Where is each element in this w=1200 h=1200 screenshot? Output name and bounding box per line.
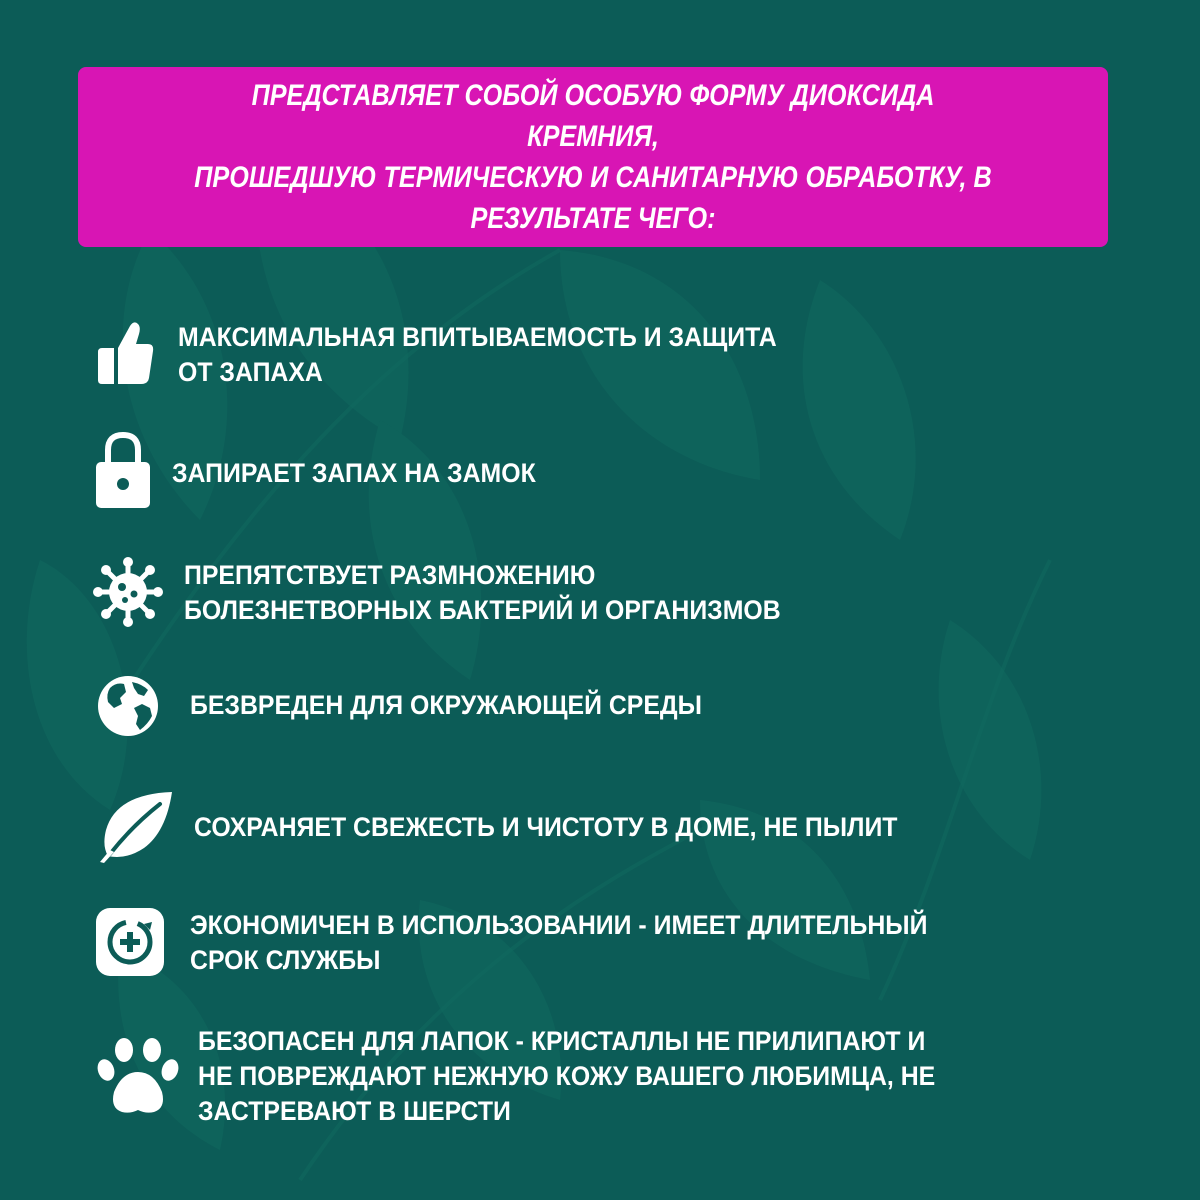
feature-text: БЕЗОПАСЕН ДЛЯ ЛАПОК - КРИСТАЛЛЫ НЕ ПРИЛИПАЮТ И НЕ ПОВРЕЖДАЮТ НЕЖНУЮ КОЖУ ВАШЕГО ЛЮБИМЦА, НЕ ЗАСТРЕВАЮТ В ШЕРСТИ bbox=[198, 1026, 936, 1126]
feature-text: МАКСИМАЛЬНАЯ ВПИТЫВАЕМОСТЬ И ЗАЩИТА ОТ ЗАПАХА bbox=[178, 322, 777, 387]
virus-icon bbox=[92, 556, 164, 628]
lock-icon bbox=[94, 430, 152, 510]
leaf-icon bbox=[96, 790, 176, 864]
feature-text: БЕЗВРЕДЕН ДЛЯ ОКРУЖАЮЩЕЙ СРЕДЫ bbox=[190, 690, 702, 720]
paw-icon bbox=[96, 1038, 180, 1120]
feature-text: ПРЕПЯТСТВУЕТ РАЗМНОЖЕНИЮ БОЛЕЗНЕТВОРНЫХ БАКТЕРИЙ И ОРГАНИЗМОВ bbox=[184, 560, 781, 625]
feature-text: ЗАПИРАЕТ ЗАПАХ НА ЗАМОК bbox=[172, 458, 536, 488]
thumbs-up-icon bbox=[94, 318, 156, 386]
intro-banner bbox=[78, 67, 1108, 247]
globe-icon bbox=[96, 674, 160, 738]
lifetime-icon bbox=[94, 906, 166, 978]
feature-text: СОХРАНЯЕТ СВЕЖЕСТЬ И ЧИСТОТУ В ДОМЕ, НЕ ПЫЛИТ bbox=[194, 812, 898, 842]
feature-text: ЭКОНОМИЧЕН В ИСПОЛЬЗОВАНИИ - ИМЕЕТ ДЛИТЕЛЬНЫЙ СРОК СЛУЖБЫ bbox=[190, 910, 928, 975]
banner-text: ПРЕДСТАВЛЯЕТ СОБОЙ ОСОБУЮ ФОРМУ ДИОКСИДА КРЕМНИЯ, ПРОШЕДШУЮ ТЕРМИЧЕСКУЮ И САНИТАРНУЮ ОБРАБОТКУ, В РЕЗУЛЬТАТЕ ЧЕГО: bbox=[194, 79, 992, 235]
